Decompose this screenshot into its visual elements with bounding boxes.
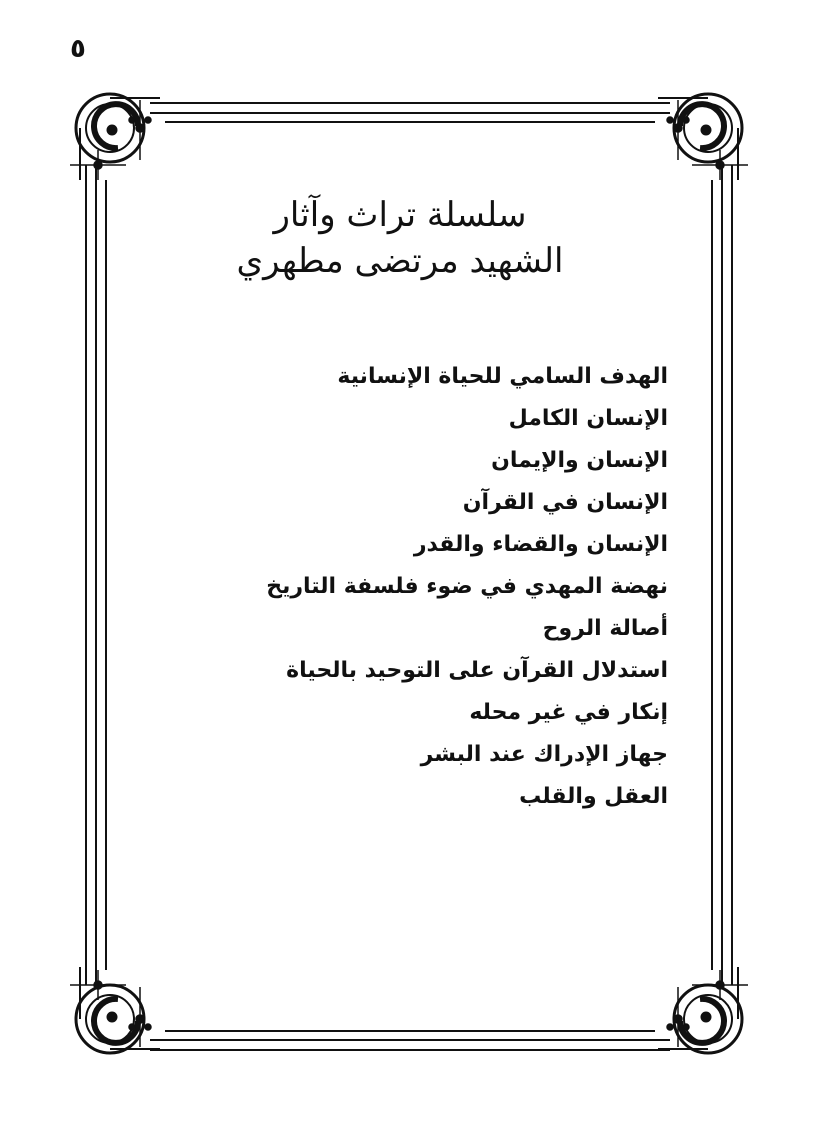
list-item: الإنسان والإيمان	[491, 448, 668, 473]
side-ornament-left-top	[70, 150, 126, 180]
series-title-line2: الشهيد مرتضى مطهري	[236, 241, 564, 281]
corner-ornament-bottom-right	[658, 967, 742, 1053]
list-item: استدلال القرآن على التوحيد بالحياة	[286, 658, 668, 683]
list-item: جهاز الإدراك عند البشر	[420, 742, 668, 767]
corner-ornament-top-left	[76, 94, 160, 180]
page-number: ٥	[70, 34, 86, 64]
list-item: إنكار في غير محله	[469, 700, 668, 725]
list-item: الهدف السامي للحياة الإنسانية	[337, 364, 668, 389]
corner-ornament-top-right	[658, 94, 742, 180]
list-item: أصالة الروح	[542, 616, 668, 641]
list-item: نهضة المهدي في ضوء فلسفة التاريخ	[266, 574, 668, 599]
list-item: الإنسان في القرآن	[462, 490, 668, 515]
side-ornament-right-top	[692, 150, 748, 180]
corner-ornament-bottom-left	[76, 967, 160, 1053]
list-item: الإنسان والقضاء والقدر	[413, 532, 668, 557]
list-item: الإنسان الكامل	[508, 406, 668, 431]
list-item: العقل والقلب	[519, 784, 668, 809]
series-heading	[200, 192, 600, 284]
series-title-line1: سلسلة تراث وآثار	[273, 195, 527, 235]
book-titles-list	[268, 356, 668, 818]
